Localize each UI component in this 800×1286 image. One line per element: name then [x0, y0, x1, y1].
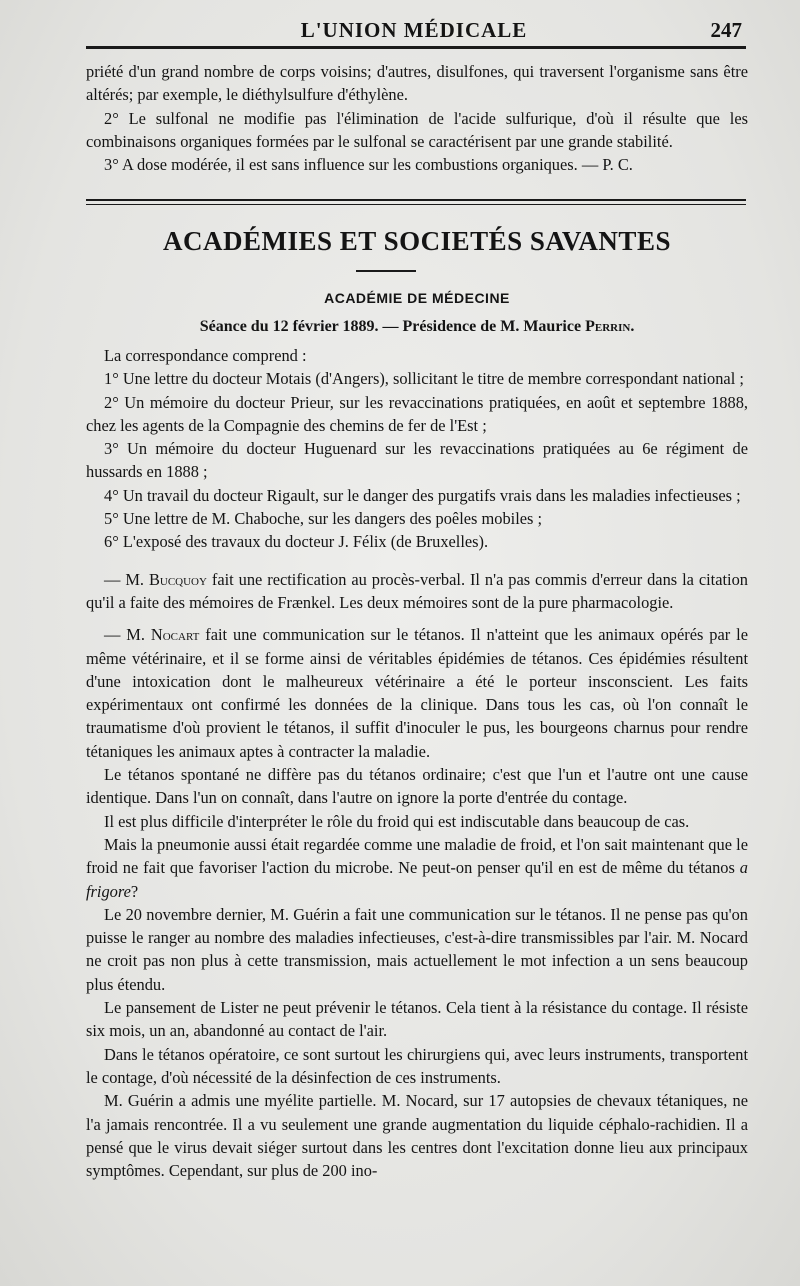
paragraph: Il est plus difficile d'interpréter le rôle du froid qui est indiscutable dans beaucoup de cas. — [104, 811, 690, 831]
page-number: 247 — [710, 18, 742, 42]
paragraph: Le tétanos spontané ne diffère pas du tétanos ordinaire; c'est que l'un et l'autre ont une cause identique. Dans l'un on connaît, dans l'autre on ignore la porte d'entrée du contage. — [86, 765, 748, 808]
paragraph: Dans le tétanos opératoire, ce sont surtout les chirurgiens qui, avec leurs instruments, transportent le contage, d'où nécessité de la désinfection de ces instruments. — [86, 1044, 748, 1087]
dash-lead: — M. — [104, 569, 149, 589]
speaker-name: Nocart — [150, 625, 200, 645]
session-prefix: Séance du 12 février 1889. — Présidence de M. Maurice — [199, 318, 586, 335]
header-rule — [86, 46, 746, 49]
running-title: L'UNION MÉDICALE — [300, 18, 528, 42]
article-body — [86, 344, 748, 1182]
paragraph-text: fait une communication sur le tétanos. Il n'atteint que les animaux opérés par le même vétérinaire, et il se forme ainsi de véritables épidémies de tétanos. Ces épidémies résultent d'une intoxication dont le malheureux vétérinaire a été le porteur insconscient. Les faits expérimentaux ont confirmé les données de la clinique. Dans tous les cas, où l'on connaît le traumatisme d'où provient le tétanos, il suffit d'inoculer le pus, les bourgeons charnus pour rendre tétaniques les animaux aptes à contracter la maladie. — [86, 625, 748, 761]
spacer — [86, 614, 748, 623]
paragraph: Le 20 novembre dernier, M. Guérin a fait une communication sur le tétanos. Il ne pense pas qu'on puisse le ranger au nombre des maladies infectieuses, c'est-à-dire transmissibles par l'air. M. Nocard ne croit pas non plus à cette transmission, mais actuellement le mot infection a un sens beaucoup plus étendu. — [86, 904, 748, 994]
paragraph-bucquoy — [86, 568, 748, 615]
list-item: 2° Un mémoire du docteur Prieur, sur les revaccinations pratiquées, en août et septembre 1888, chez les agents de la Compagnie des chemins de fer de l'Est ; — [86, 392, 748, 435]
paragraph: M. Guérin a admis une myélite partielle. M. Nocard, sur 17 autopsies de chevaux tétaniques, ne l'a jamais rencontrée. Il a vu seulement une grande augmentation du liquide céphalo-rachidien. Il a pensé que le virus devait siéger surtout dans les centres dont l'excitation donne lieu aux principaux symptômes. Cependant, sur plus de 200 ino- — [86, 1091, 748, 1181]
speaker-name: Bucquoy — [148, 569, 207, 589]
paragraph: La correspondance comprend : — [104, 346, 307, 365]
session-line — [86, 318, 748, 336]
latin-phrase: a frigore — [86, 858, 748, 901]
session-president: Perrin — [585, 318, 631, 335]
session-suffix: . — [630, 318, 635, 335]
question-mark: ? — [130, 881, 139, 901]
paragraph: 3° A dose modérée, il est sans influence sur les combustions organiques. — P. C. — [104, 155, 633, 175]
list-item: 3° Un mémoire du docteur Huguenard sur les revaccinations pratiquées au 6e régiment de hussards en 1888 ; — [86, 439, 748, 482]
list-item: 5° Une lettre de M. Chaboche, sur les dangers des poêles mobiles ; — [104, 509, 543, 529]
paragraph-text: Mais la pneumonie aussi était regardée comme une maladie de froid, et l'on sait maintenant que le froid ne fait que favoriser l'action du microbe. Ne peut-on penser qu'il en est de même du tétanos — [86, 834, 748, 878]
paragraph-text: fait une rectification au procès-verbal. Il n'a pas commis d'erreur dans la citation qu'il a faite des mémoires de Frænkel. Les deux mémoires sont de la pure pharmacologie. — [86, 569, 748, 612]
page-header — [86, 14, 742, 44]
paragraph: Le pansement de Lister ne peut prévenir le tétanos. Cela tient à la résistance du contage. Il résiste six mois, un an, abandonné au contact de l'air. — [86, 998, 748, 1041]
list-item: 1° Une lettre du docteur Motais (d'Angers), sollicitant le titre de membre correspondant national ; — [104, 369, 744, 389]
subsection-title: ACADÉMIE DE MÉDECINE — [324, 290, 510, 306]
dash-lead: — M. — [104, 625, 151, 645]
previous-article-end — [86, 60, 748, 176]
section-separator-rule-thin — [86, 204, 746, 205]
paragraph-nocart — [86, 623, 748, 763]
list-item: 6° L'exposé des travaux du docteur J. Félix (de Bruxelles). — [104, 532, 489, 552]
title-underline — [356, 270, 416, 272]
spacer — [86, 554, 748, 568]
list-item: 4° Un travail du docteur Rigault, sur le danger des purgatifs vrais dans les maladies infectieuses ; — [104, 485, 741, 505]
paragraph: priété d'un grand nombre de corps voisins; d'autres, disulfones, qui traversent l'organisme sans être altérés; par exemple, le diéthylsulfure d'éthylène. — [86, 62, 748, 105]
paragraph-frigore — [86, 833, 748, 903]
section-separator-rule — [86, 199, 746, 201]
section-title: ACADÉMIES ET SOCIETÉS SAVANTES — [163, 226, 671, 256]
paragraph: 2° Le sulfonal ne modifie pas l'élimination de l'acide sulfurique, d'où il résulte que les combinaisons organiques formées par le sulfonal se caractérisent par une grande stabilité. — [86, 108, 748, 151]
